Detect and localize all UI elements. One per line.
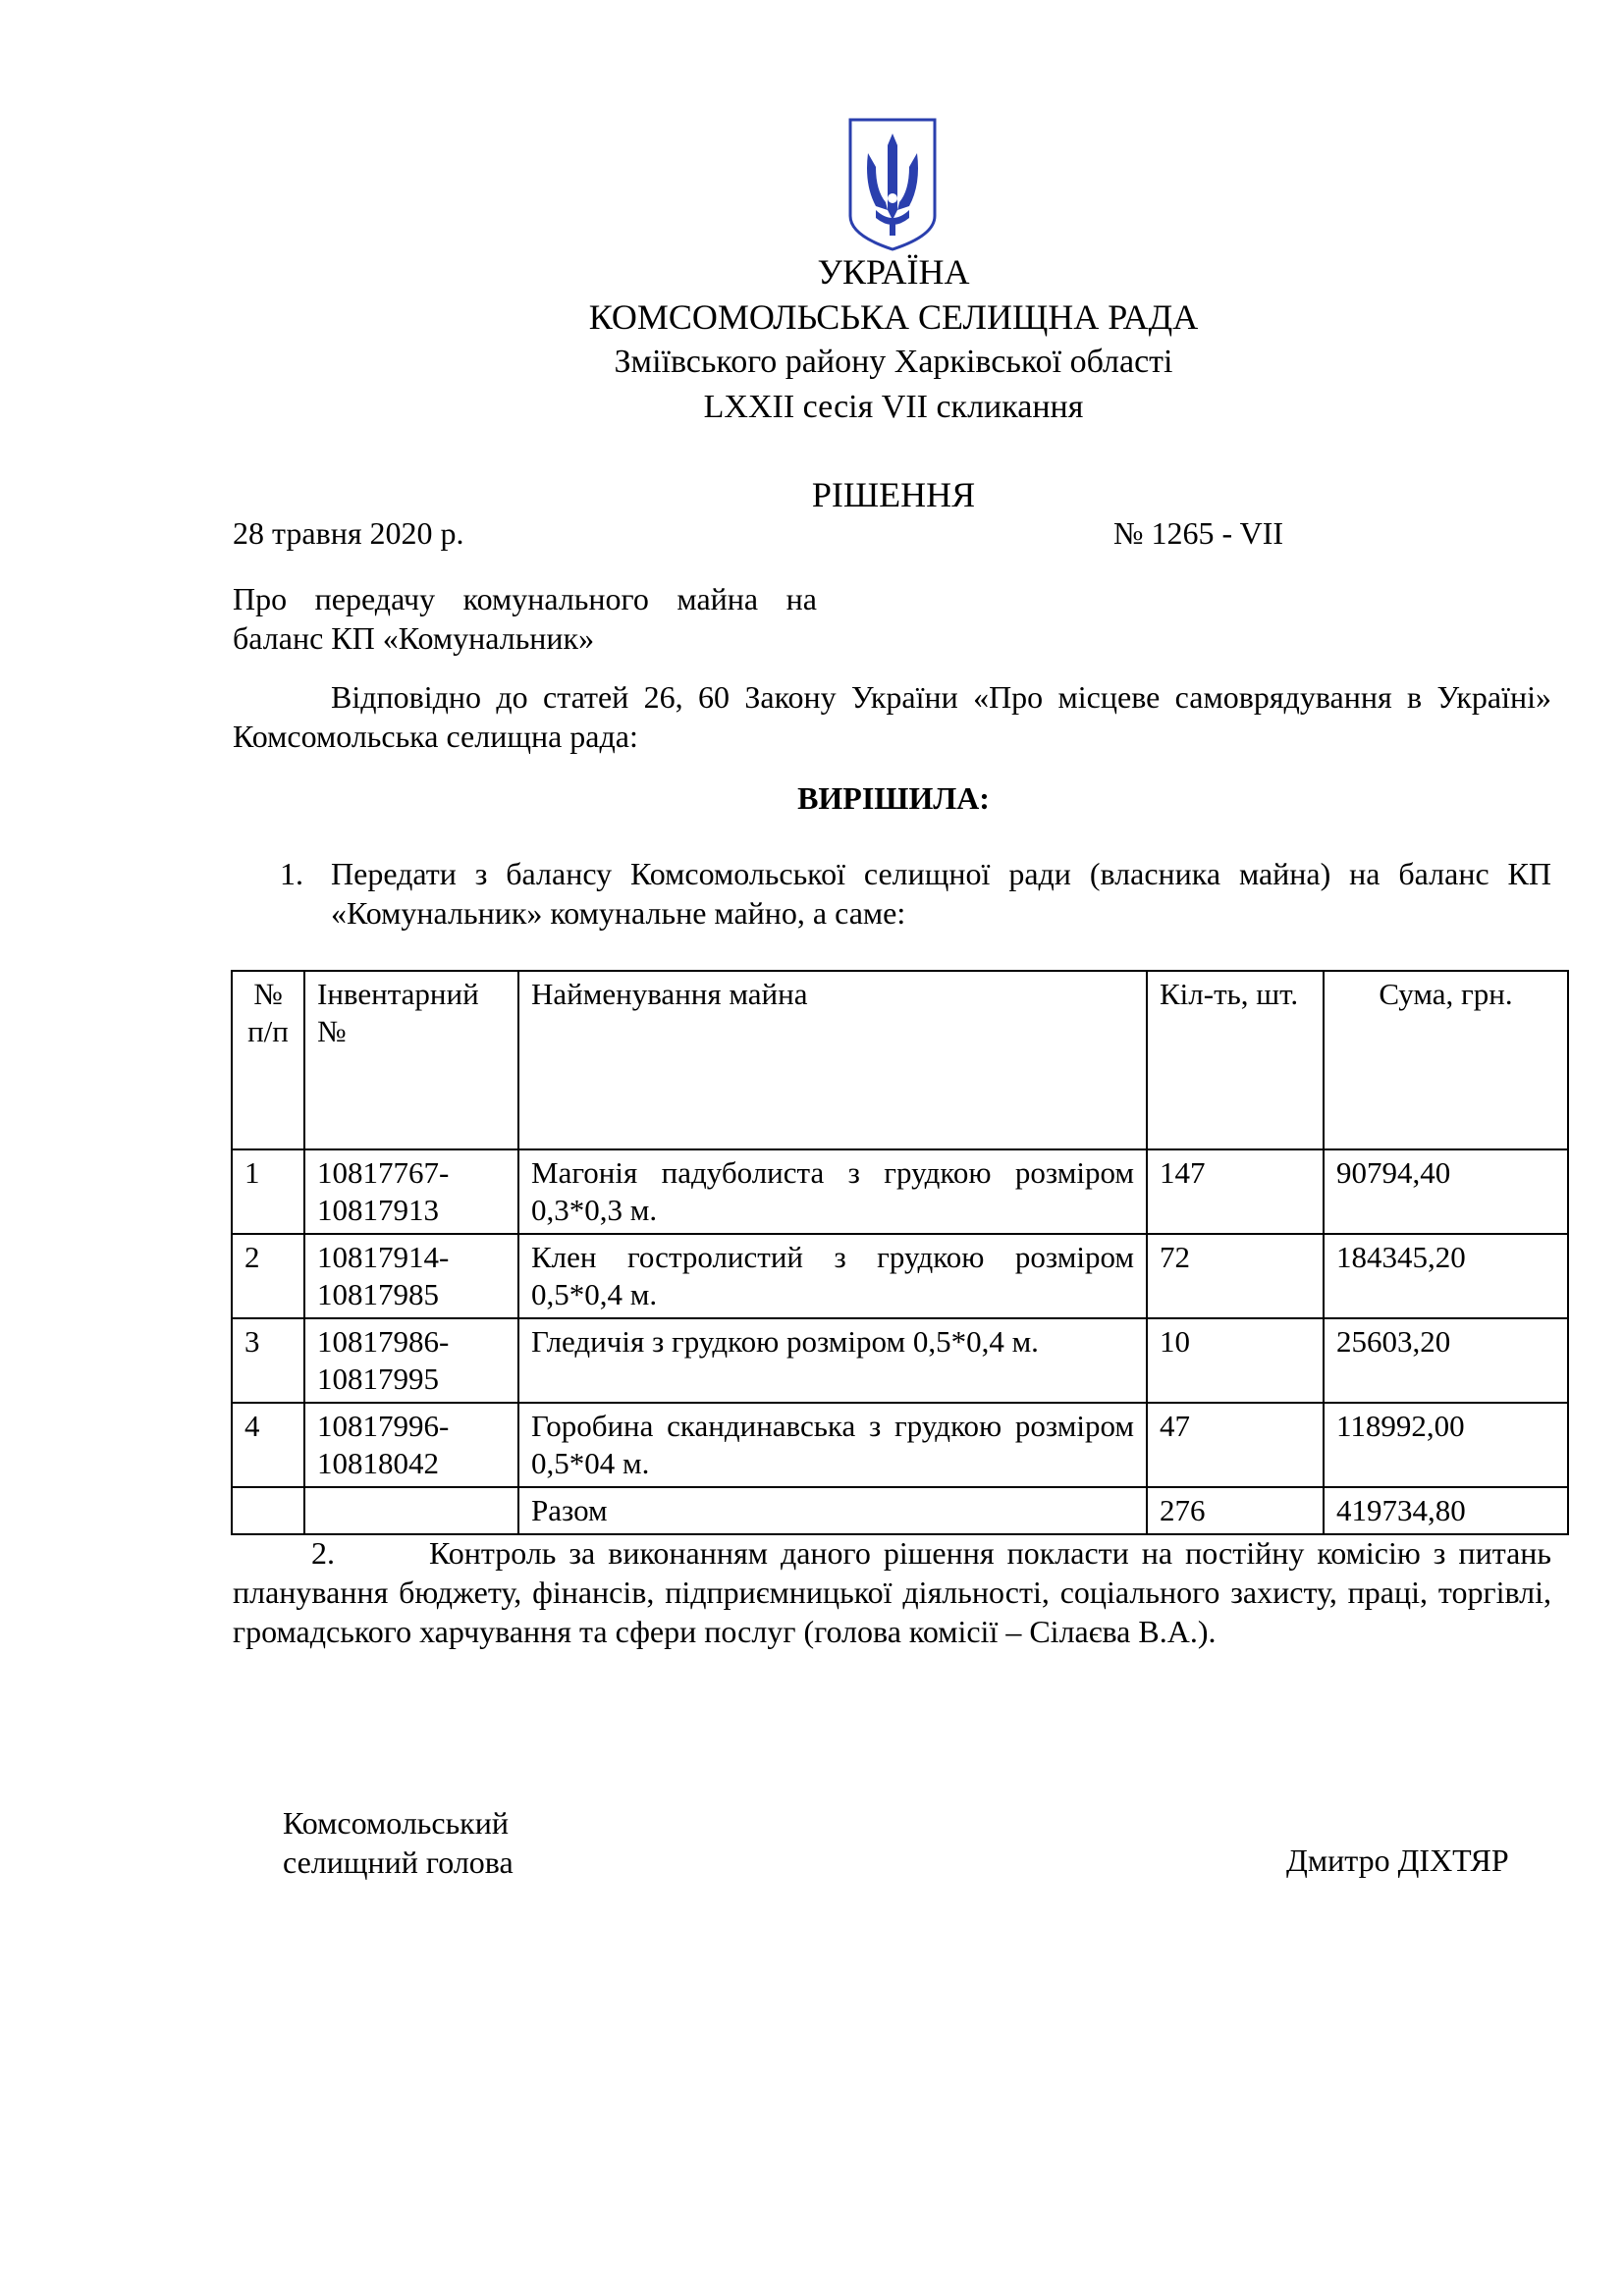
subject-line-1: Про передачу комунального майна на (233, 581, 817, 616)
header-district: Зміївського району Харківської області (614, 344, 1173, 380)
header-number: № п/п (232, 971, 304, 1149)
header-country: УКРАЇНА (817, 252, 970, 292)
document-title: РІШЕННЯ (811, 475, 976, 514)
row-name: Гледичія з грудкою розміром 0,5*0,4 м. (518, 1318, 1147, 1403)
resolved-heading: ВИРІШИЛА: (797, 780, 990, 816)
header-inventory: Інвентарний № (304, 971, 518, 1149)
header-session: LXXII сесія VII скликання (703, 389, 1084, 425)
header-sum: Сума, грн. (1324, 971, 1568, 1149)
decision-number: № 1265 - VII (1113, 515, 1284, 551)
header-council: КОМСОМОЛЬСЬКА СЕЛИЩНА РАДА (588, 297, 1199, 337)
row-inventory: 10817996-10818042 (304, 1403, 518, 1487)
total-inventory (304, 1487, 518, 1534)
row-name: Горобина скандинавська з грудкою розміром 0,5*04 м. (518, 1403, 1147, 1487)
row-inventory: 10817767-10817913 (304, 1149, 518, 1234)
row-quantity: 147 (1147, 1149, 1324, 1234)
row-sum: 184345,20 (1324, 1234, 1568, 1318)
resolution-item-2 (233, 1533, 1551, 1651)
item-2-text: Контроль за виконанням даного рішення покласти на постійну комісію з питань планування бюджету, фінансів, підприємницької діяльності, соціального захисту, праці, торгівлі, громадського харчування та сфери послуг (голова комісії – Сілаєва В.А.). (233, 1535, 1551, 1649)
row-number: 3 (232, 1318, 304, 1403)
legal-basis-paragraph: Відповідно до статей 26, 60 Закону України «Про місцеве самоврядування в Україні» Комсомольська селищна рада: (233, 679, 1551, 754)
item-2-number: 2. (311, 1535, 335, 1571)
table-row (232, 1403, 1568, 1487)
row-quantity: 72 (1147, 1234, 1324, 1318)
row-name: Магонія падуболиста з грудкою розміром 0,3*0,3 м. (518, 1149, 1147, 1234)
header-quantity: Кіл-ть, шт. (1147, 971, 1324, 1149)
signature-position (283, 1803, 514, 1882)
header-name: Найменування майна (518, 971, 1147, 1149)
row-number: 2 (232, 1234, 304, 1318)
total-quantity: 276 (1147, 1487, 1324, 1534)
item-1-number: 1. (280, 856, 303, 891)
row-sum: 118992,00 (1324, 1403, 1568, 1487)
table-row (232, 1318, 1568, 1403)
row-sum: 25603,20 (1324, 1318, 1568, 1403)
table-header-row (232, 971, 1568, 1149)
property-table (231, 970, 1569, 1535)
row-inventory: 10817986-10817995 (304, 1318, 518, 1403)
table-row (232, 1234, 1568, 1318)
total-number (232, 1487, 304, 1534)
row-quantity: 10 (1147, 1318, 1324, 1403)
row-inventory: 10817914-10817985 (304, 1234, 518, 1318)
total-label: Разом (518, 1487, 1147, 1534)
item-1-text: Передати з балансу Комсомольської селищної ради (власника майна) на баланс КП «Комунальник» комунальне майно, а саме: (331, 856, 1551, 931)
total-sum: 419734,80 (1324, 1487, 1568, 1534)
state-emblem-icon (846, 116, 939, 253)
signature-position-line-1: Комсомольський (283, 1805, 509, 1841)
decision-subject (233, 579, 817, 658)
row-number: 1 (232, 1149, 304, 1234)
signature-position-line-2: селищний голова (283, 1844, 514, 1880)
row-number: 4 (232, 1403, 304, 1487)
table-row (232, 1149, 1568, 1234)
row-sum: 90794,40 (1324, 1149, 1568, 1234)
subject-line-2: баланс КП «Комунальник» (233, 620, 595, 656)
row-name: Клен гостролистий з грудкою розміром 0,5*0,4 м. (518, 1234, 1147, 1318)
table-total-row (232, 1487, 1568, 1534)
signature-name: Дмитро ДІХТЯР (1286, 1842, 1509, 1878)
decision-date: 28 травня 2020 р. (233, 515, 464, 551)
row-quantity: 47 (1147, 1403, 1324, 1487)
